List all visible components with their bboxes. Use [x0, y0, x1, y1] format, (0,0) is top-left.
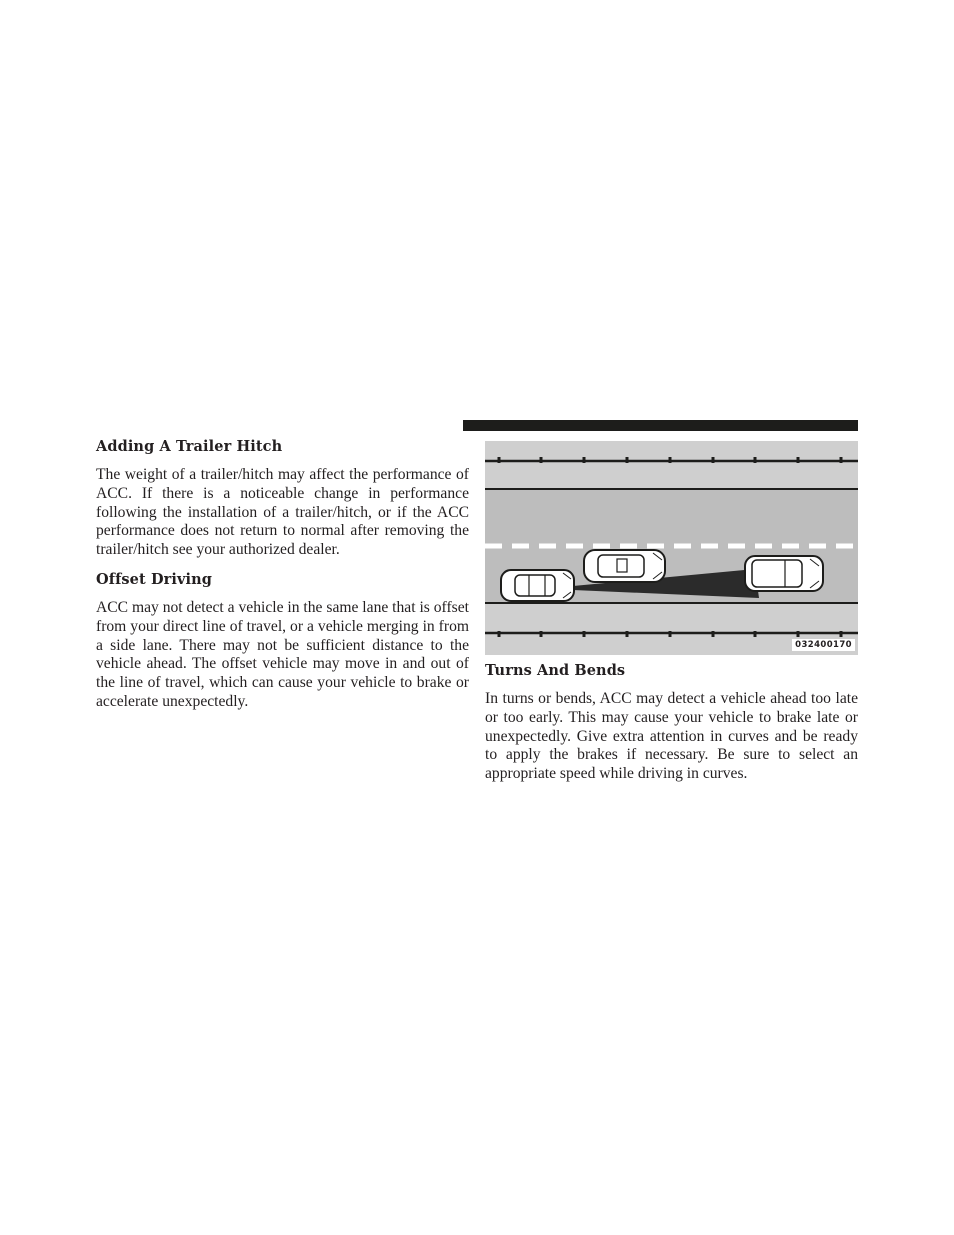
paragraph-trailer-hitch: The weight of a trailer/hitch may affect the performance of ACC. If there is a noticeable change in performance following the installation of a trailer/hitch, or if the ACC performance does not return to normal after removing the trailer/hitch see your authorized dealer. [96, 466, 469, 559]
right-column [485, 660, 858, 793]
own-vehicle-icon [501, 570, 574, 601]
heading-adding-trailer-hitch: Adding A Trailer Hitch [96, 438, 283, 455]
heading-turns-and-bends: Turns And Bends [485, 662, 626, 679]
offset-driving-illustration [485, 441, 858, 655]
paragraph-offset-driving: ACC may not detect a vehicle in the same lane that is offset from your direct line of travel, or a vehicle merging in from a side lane. There may not be sufficient distance to the vehicle ahead. The offset vehicle may move in and out of the line of travel, which can cause your vehicle to brake or accelerate unexpectedly. [96, 598, 469, 710]
vehicle-ahead-icon [745, 556, 823, 591]
heading-offset-driving: Offset Driving [96, 570, 212, 588]
merging-vehicle-icon [584, 550, 665, 582]
figure-code-label: 032400170 [792, 639, 855, 651]
paragraph-turns-and-bends: In turns or bends, ACC may detect a vehicle ahead too late or too early. This may cause your vehicle to brake late or unexpectedly. Give extra attention in curves and be ready to apply the brakes if necessary. Be sure to select an appropriate speed while driving in curves. [485, 690, 858, 783]
section-header-bar [463, 420, 858, 431]
left-column [96, 436, 469, 721]
